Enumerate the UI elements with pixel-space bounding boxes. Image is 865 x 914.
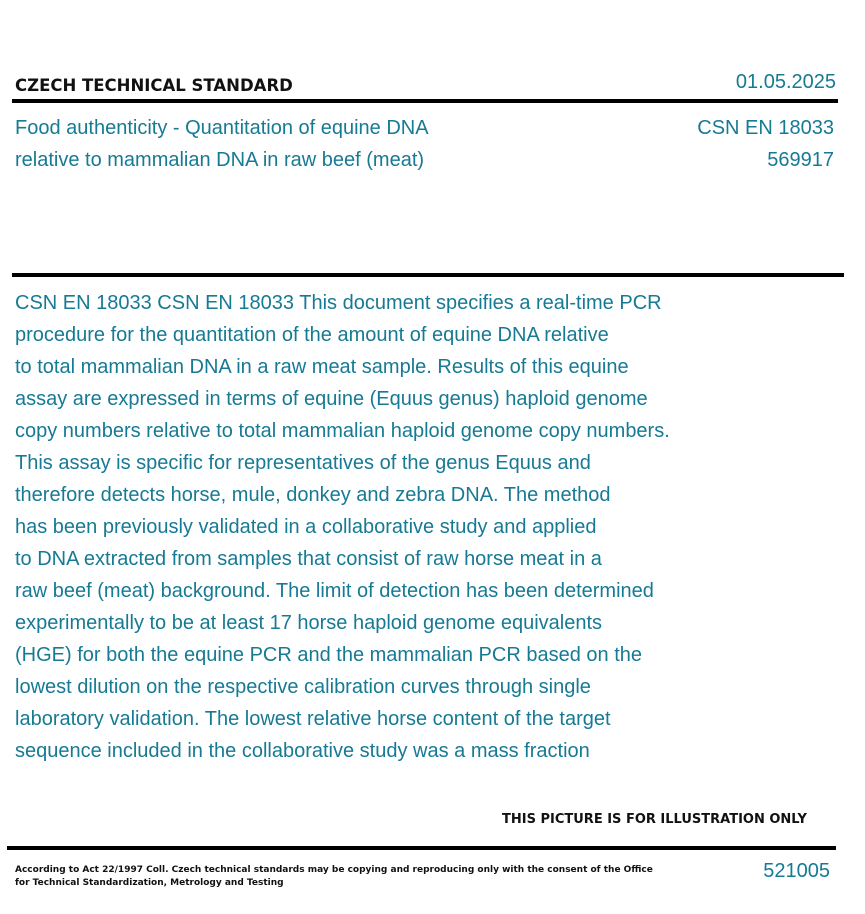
title-rule bbox=[12, 273, 844, 277]
legal-notice-line: for Technical Standardization, Metrology and Testing bbox=[15, 878, 284, 888]
standard-type-label: CZECH TECHNICAL STANDARD bbox=[15, 76, 293, 95]
document-title-line-1: Food authenticity - Quantitation of equine DNA bbox=[15, 117, 429, 139]
abstract-line: (HGE) for both the equine PCR and the mammalian PCR based on the bbox=[15, 644, 642, 666]
abstract-line: CSN EN 18033 CSN EN 18033 This document specifies a real-time PCR bbox=[15, 292, 662, 314]
document-number: 521005 bbox=[763, 860, 830, 882]
catalog-number: 569917 bbox=[767, 149, 834, 171]
header-rule bbox=[12, 99, 838, 103]
abstract-line: to total mammalian DNA in a raw meat sample. Results of this equine bbox=[15, 356, 629, 378]
abstract-line: to DNA extracted from samples that consist of raw horse meat in a bbox=[15, 548, 602, 570]
abstract-line: raw beef (meat) background. The limit of detection has been determined bbox=[15, 580, 654, 602]
abstract-line: copy numbers relative to total mammalian haploid genome copy numbers. bbox=[15, 420, 670, 442]
abstract-text bbox=[15, 287, 795, 767]
abstract-line: This assay is specific for representatives of the genus Equus and bbox=[15, 452, 591, 474]
footer-rule bbox=[7, 846, 836, 850]
abstract-line: lowest dilution on the respective calibration curves through single bbox=[15, 676, 591, 698]
legal-notice-line: According to Act 22/1997 Coll. Czech technical standards may be copying and reproducing only with the consent of the Office bbox=[15, 865, 653, 875]
document-title-line-2: relative to mammalian DNA in raw beef (meat) bbox=[15, 149, 425, 171]
abstract-line: has been previously validated in a collaborative study and applied bbox=[15, 516, 597, 538]
abstract-line: laboratory validation. The lowest relative horse content of the target bbox=[15, 708, 611, 730]
abstract-line: sequence included in the collaborative study was a mass fraction bbox=[15, 740, 590, 762]
abstract-line: assay are expressed in terms of equine (Equus genus) haploid genome bbox=[15, 388, 648, 410]
abstract-line: therefore detects horse, mule, donkey and zebra DNA. The method bbox=[15, 484, 611, 506]
abstract-line: experimentally to be at least 17 horse haploid genome equivalents bbox=[15, 612, 603, 634]
abstract-line: procedure for the quantitation of the amount of equine DNA relative bbox=[15, 324, 609, 346]
legal-notice bbox=[15, 864, 653, 890]
illustration-note: THIS PICTURE IS FOR ILLUSTRATION ONLY bbox=[502, 812, 807, 827]
standard-code: CSN EN 18033 bbox=[697, 117, 834, 139]
publication-date: 01.05.2025 bbox=[735, 71, 836, 93]
